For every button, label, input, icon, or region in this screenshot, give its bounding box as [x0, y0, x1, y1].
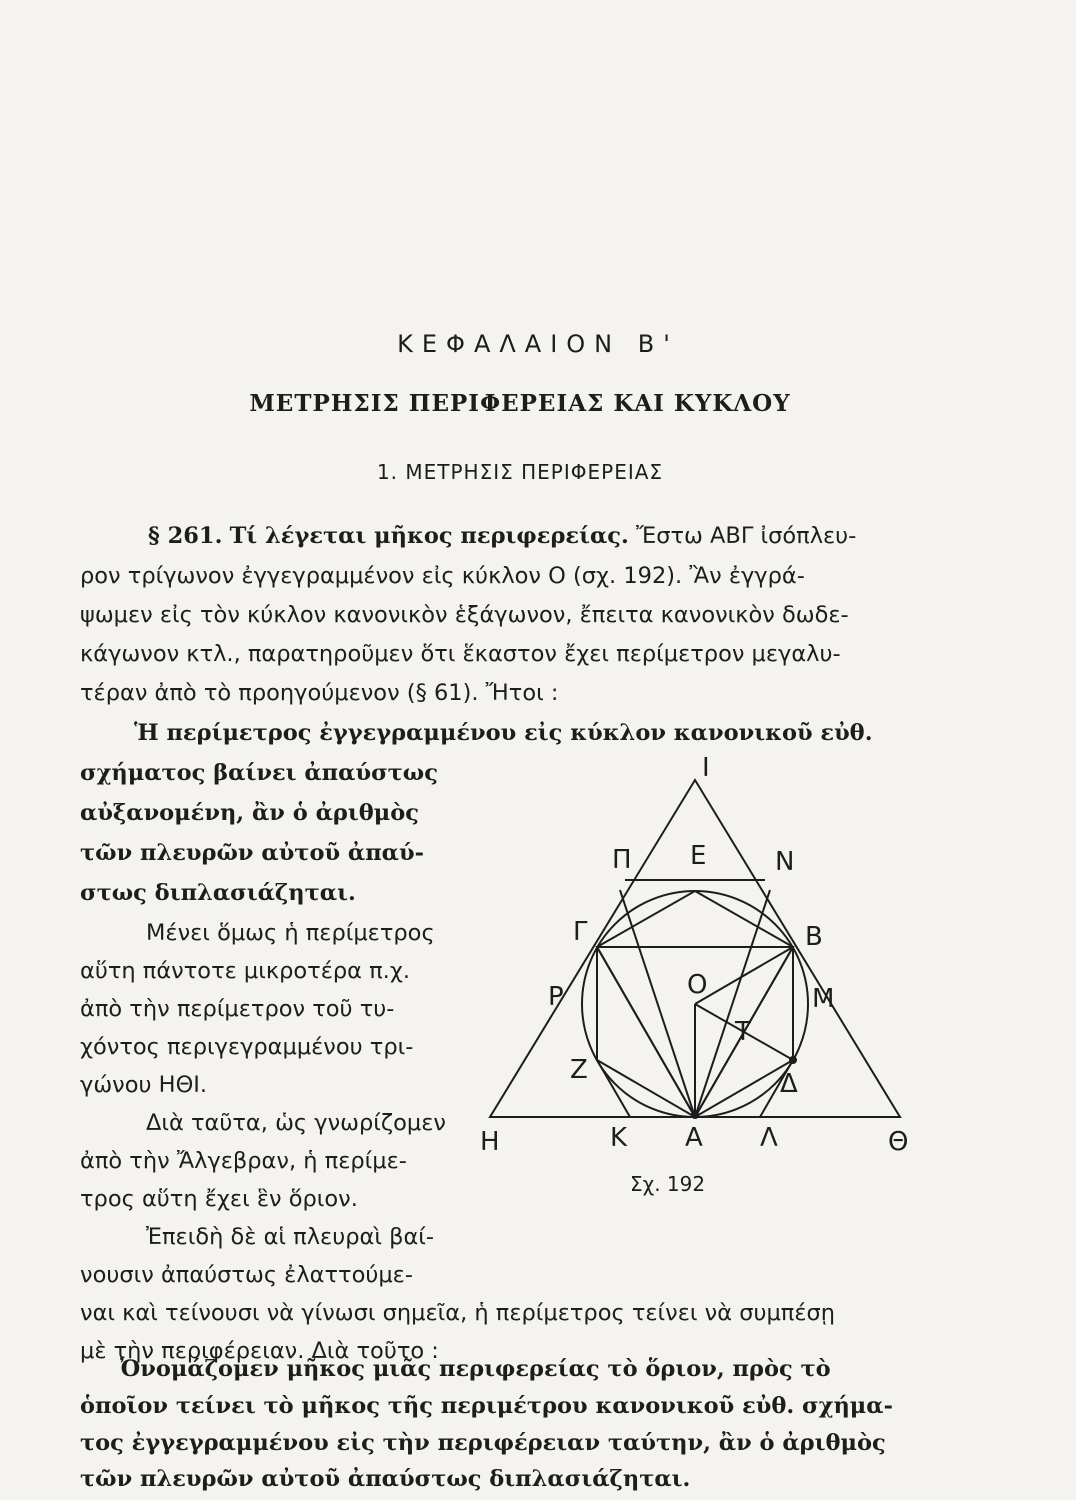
label-E: Ε: [690, 841, 707, 871]
segment-AP: [620, 890, 695, 1117]
para4-line-2: νουσιν ἀπαύστως ἐλαττούμε-: [80, 1262, 413, 1288]
para2-line-4: χόντος περιγεγραμμένου τρι-: [80, 1034, 414, 1060]
para3-line-1: Διὰ ταῦτα, ὡς γνωρίζομεν: [146, 1110, 446, 1136]
para4-line-3: ναι καὶ τείνουσι νὰ γίνωσι σημεῖα, ἡ περίμετρος τείνει νὰ συμπέσῃ: [80, 1300, 836, 1326]
geometry-figure: [470, 740, 930, 1160]
definition-line-1: Ὀνομάζομεν μῆκος μιᾶς περιφερείας τὸ ὅριον, πρὸς τὸ: [120, 1356, 831, 1382]
theorem-line-3: αὐξανομένη, ἂν ὁ ἀριθμὸς: [80, 800, 419, 826]
para1-line-2: ρον τρίγωνον ἐγγεγραμμένον εἰς κύκλον Ο (σχ. 192). Ἂν ἐγγρά-: [80, 563, 805, 589]
chapter-title: ΜΕΤΡΗΣΙΣ ΠΕΡΙΦΕΡΕΙΑΣ ΚΑΙ ΚΥΚΛΟΥ: [249, 390, 791, 417]
label-H: Η: [480, 1127, 500, 1157]
para4-line-4: μὲ τὴν περιφέρειαν. Διὰ τοῦτο :: [80, 1338, 439, 1364]
para1-line-3: ψωμεν εἰς τὸν κύκλον κανονικὸν ἑξάγωνον, ἔπειτα κανονικὸν δωδε-: [80, 602, 849, 628]
label-O: Ο: [687, 970, 708, 1000]
label-R: Ρ: [548, 982, 564, 1012]
theorem-line-2: σχήματος βαίνει ἀπαύστως: [80, 760, 438, 786]
label-N: Ν: [775, 847, 795, 877]
label-B: Β: [805, 922, 823, 952]
label-T: Τ: [735, 1017, 751, 1047]
para1-line-1: [148, 523, 856, 549]
segment-AG: [597, 947, 695, 1117]
definition-line-3: τος ἐγγεγραμμένου εἰς τὴν περιφέρειαν ταύτην, ἂν ὁ ἀριθμὸς: [80, 1430, 886, 1456]
definition-line-4: τῶν πλευρῶν αὐτοῦ ἀπαύστως διπλασιάζηται.: [80, 1466, 691, 1492]
para4-line-1: Ἐπειδὴ δὲ αἱ πλευραὶ βαί-: [146, 1224, 435, 1250]
theorem-line-4: τῶν πλευρῶν αὐτοῦ ἀπαύ-: [80, 840, 424, 866]
label-Th: Θ: [888, 1127, 909, 1157]
radius-OB: [695, 947, 793, 1004]
para3-line-3: τρος αὕτη ἔχει ἓν ὅριον.: [80, 1186, 358, 1212]
definition-line-2: ὁποῖον τείνει τὸ μῆκος τῆς περιμέτρου κανονικοῦ εὐθ. σχήμα-: [80, 1393, 893, 1419]
label-D: Δ: [780, 1069, 798, 1099]
label-M: Μ: [812, 984, 835, 1014]
para2-line-5: γώνου ΗΘΙ.: [80, 1072, 208, 1098]
point-D: [789, 1056, 797, 1064]
chapter-heading: ΚΕΦΑΛΑΙΟΝ Β': [397, 330, 679, 358]
label-L: Λ: [760, 1123, 778, 1153]
point-A: [691, 1111, 699, 1119]
label-K: Κ: [610, 1123, 628, 1153]
label-A: Α: [685, 1123, 703, 1153]
para1-line-4: κάγωνον κτλ., παρατηροῦμεν ὅτι ἕκαστον ἔχει περίμετρον μεγαλυ-: [80, 641, 841, 667]
section-number: § 261.: [148, 523, 223, 549]
label-I: Ι: [702, 753, 710, 783]
figure-caption: Σχ. 192: [630, 1172, 706, 1196]
section-question: Τί λέγεται μῆκος περιφερείας.: [229, 523, 629, 549]
para2-line-2: αὕτη πάντοτε μικροτέρα π.χ.: [80, 958, 410, 984]
para1-line-1-text: Ἔστω ΑΒΓ ἰσόπλευ-: [635, 523, 857, 549]
theorem-line-1: Ἡ περίμετρος ἐγγεγραμμένου εἰς κύκλον κανονικοῦ εὐθ.: [134, 720, 873, 746]
theorem-line-5: στως διπλασιάζηται.: [80, 880, 356, 906]
para3-line-2: ἀπὸ τὴν Ἄλγεβραν, ἡ περίμε-: [80, 1148, 407, 1174]
para2-line-1: Μένει ὅμως ἡ περίμετρος: [146, 920, 435, 946]
label-G: Γ: [573, 917, 588, 947]
label-Z: Ζ: [570, 1055, 588, 1085]
segment-AN: [695, 890, 770, 1117]
para1-line-5: τέραν ἀπὸ τὸ προηγούμενον (§ 61). Ἤτοι :: [80, 680, 559, 706]
label-P: Π: [612, 845, 632, 875]
para2-line-3: ἀπὸ τὴν περίμετρον τοῦ τυ-: [80, 996, 395, 1022]
section-heading: 1. ΜΕΤΡΗΣΙΣ ΠΕΡΙΦΕΡΕΙΑΣ: [376, 460, 664, 484]
